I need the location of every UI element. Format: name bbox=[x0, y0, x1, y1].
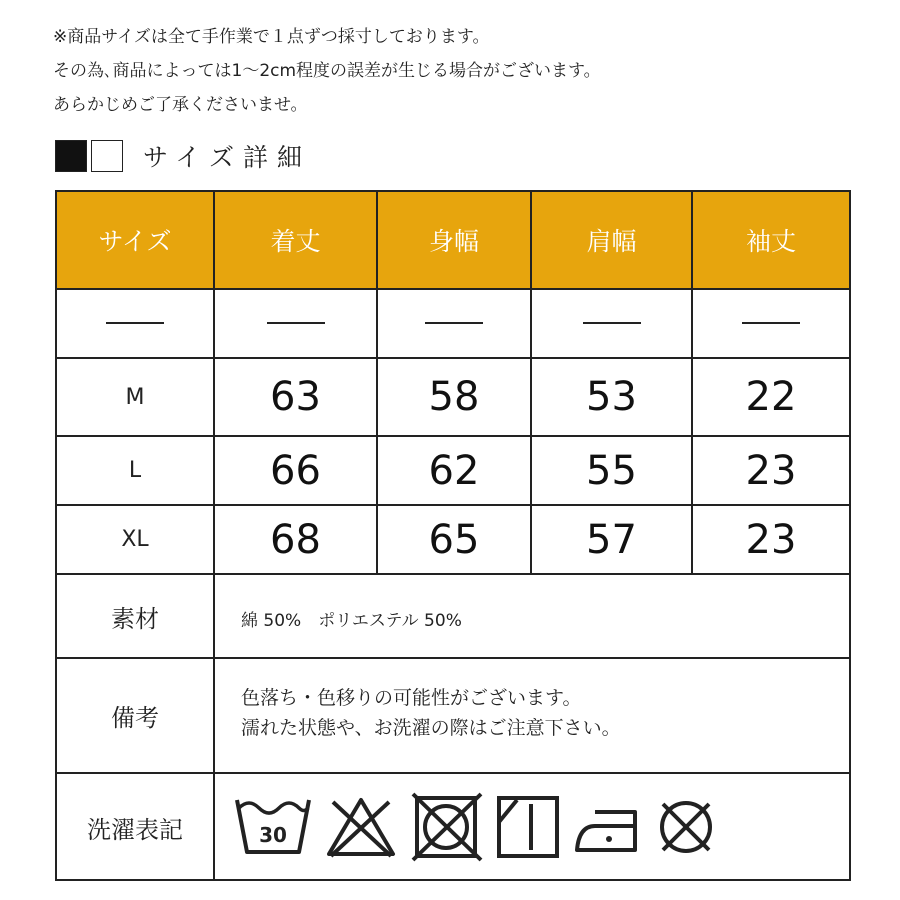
l-sleeve: 23 bbox=[745, 447, 797, 494]
m-length: 63 bbox=[270, 374, 321, 420]
l-width: 62 bbox=[428, 447, 480, 494]
care-icons bbox=[233, 792, 719, 862]
size-notes bbox=[53, 20, 601, 122]
dash bbox=[425, 322, 483, 324]
column-divider bbox=[691, 192, 693, 575]
material-label: 素材 bbox=[111, 604, 159, 633]
header-size: サイズ bbox=[57, 192, 213, 288]
no-dry-clean-icon bbox=[653, 792, 719, 862]
note-line: その為､商品によっては1〜2cm程度の誤差が生じる場合がございます。 bbox=[53, 61, 601, 81]
column-divider bbox=[376, 192, 378, 575]
row-divider bbox=[57, 357, 849, 359]
size-m: M bbox=[125, 384, 145, 410]
dash-cell bbox=[378, 289, 530, 357]
row-divider bbox=[57, 573, 849, 575]
row-divider bbox=[57, 772, 849, 774]
header-length: 着丈 bbox=[215, 192, 376, 288]
remarks-line: 色落ち・色移りの可能性がございます。 bbox=[241, 687, 582, 709]
row-divider bbox=[57, 288, 849, 290]
m-width: 58 bbox=[428, 374, 480, 420]
size-l: L bbox=[128, 458, 142, 483]
white-square-icon bbox=[91, 140, 123, 172]
xl-shoulder: 57 bbox=[586, 516, 637, 563]
material-value: 綿 50% ポリエステル 50% bbox=[241, 611, 462, 631]
header-width: 身幅 bbox=[378, 192, 530, 288]
header-shoulder: 肩幅 bbox=[532, 192, 691, 288]
row-divider bbox=[57, 657, 849, 659]
wash-30-icon bbox=[233, 792, 313, 862]
xl-width: 65 bbox=[428, 516, 480, 563]
dash-cell bbox=[215, 289, 376, 357]
l-shoulder: 55 bbox=[586, 447, 637, 494]
column-divider bbox=[213, 192, 215, 881]
dash-cell bbox=[693, 289, 849, 357]
iron-low-icon bbox=[571, 792, 651, 862]
line-dry-icon bbox=[493, 792, 563, 862]
dash-cell bbox=[57, 289, 213, 357]
dash bbox=[583, 322, 641, 324]
dash bbox=[106, 322, 164, 324]
note-line: ※商品サイズは全て手作業で１点ずつ採寸しております。 bbox=[53, 27, 490, 47]
dash bbox=[742, 322, 800, 324]
care-label: 洗濯表記 bbox=[87, 816, 183, 844]
remarks-line: 濡れた状態や、お洗濯の際はご注意下さい。 bbox=[241, 717, 621, 739]
no-bleach-icon bbox=[321, 792, 401, 862]
note-line: あらかじめご了承くださいませ。 bbox=[53, 95, 308, 115]
l-length: 66 bbox=[270, 447, 321, 494]
header-sleeve: 袖丈 bbox=[693, 192, 849, 288]
column-divider bbox=[530, 192, 532, 575]
wash-temp: 30 bbox=[259, 823, 287, 847]
remarks-label: 備考 bbox=[111, 704, 159, 732]
black-square-icon bbox=[55, 140, 87, 172]
xl-sleeve: 23 bbox=[745, 516, 797, 563]
dash bbox=[267, 322, 325, 324]
heading-title: サイズ詳細 bbox=[143, 143, 312, 172]
row-divider bbox=[57, 435, 849, 437]
dash-cell bbox=[532, 289, 691, 357]
size-xl: XL bbox=[121, 527, 149, 552]
m-sleeve: 22 bbox=[745, 374, 797, 420]
size-table bbox=[55, 190, 851, 881]
row-divider bbox=[57, 504, 849, 506]
xl-length: 68 bbox=[270, 516, 321, 563]
section-heading bbox=[55, 138, 311, 174]
remarks-text bbox=[241, 683, 621, 743]
no-tumble-dry-icon bbox=[407, 792, 487, 862]
m-shoulder: 53 bbox=[586, 374, 637, 420]
